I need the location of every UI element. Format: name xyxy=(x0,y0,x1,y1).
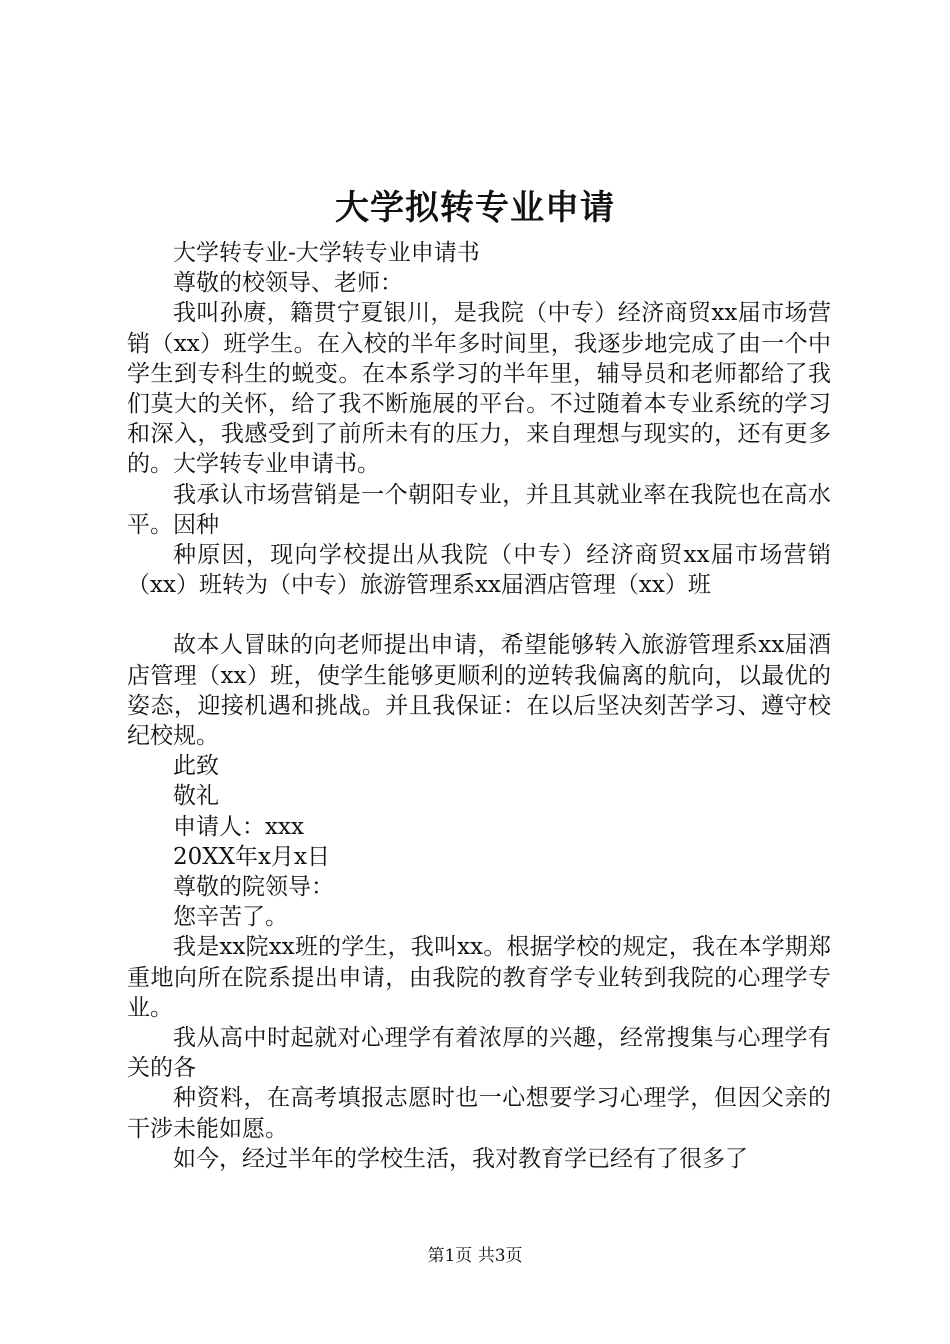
paragraph: 我叫孙赓，籍贯宁夏银川，是我院（中专）经济商贸xx届市场营销（xx）班学生。在入校的半年多时间里，我逐步地完成了由一个中学生到专科生的蜕变。在本系学习的半年里，辅导员和老师都给了我们莫大的关怀，给了我不断施展的平台。不过随着本专业系统的学习和深入，我感受到了前所未有的压力，来自理想与现实的，还有更多的。大学转专业申请书。 xyxy=(127,300,831,478)
paragraph: 尊敬的院领导： xyxy=(173,874,334,901)
paragraph: 种资料，在高考填报志愿时也一心想要学习心理学，但因父亲的干涉未能如愿。 xyxy=(127,1085,831,1142)
paragraph: 敬礼 xyxy=(173,783,219,810)
paragraph: 大学转专业-大学转专业申请书 xyxy=(173,240,480,266)
paragraph: 此致 xyxy=(173,753,219,780)
paragraph: 如今，经过半年的学校生活，我对教育学已经有了很多了 xyxy=(173,1145,748,1172)
paragraph: 20XX年x月x日 xyxy=(173,843,330,870)
paragraph: 故本人冒昧的向老师提出申请，希望能够转入旅游管理系xx届酒店管理（xx）班，使学生能够更顺利的逆转我偏离的航向，以最优的姿态，迎接机遇和挑战。并且我保证：在以后坚决刻苦学习、遵守校纪校规。 xyxy=(127,632,831,750)
page-footer: 第1页 共3页 xyxy=(427,1246,523,1266)
paragraph: 申请人：xxx xyxy=(173,813,304,840)
paragraph: 我承认市场营销是一个朝阳专业，并且其就业率在我院也在高水平。因种 xyxy=(127,481,831,538)
paragraph: 我是xx院xx班的学生，我叫xx。根据学校的规定，我在本学期郑重地向所在院系提出申请，由我院的教育学专业转到我院的心理学专业。 xyxy=(127,934,831,1021)
paragraph: 我从高中时起就对心理学有着浓厚的兴趣，经常搜集与心理学有关的各 xyxy=(127,1025,831,1082)
document-title: 大学拟转专业申请 xyxy=(335,188,615,228)
document-body xyxy=(127,238,831,1174)
paragraph: 您辛苦了。 xyxy=(173,904,288,931)
paragraph: 种原因，现向学校提出从我院（中专）经济商贸xx届市场营销（xx）班转为（中专）旅游管理系xx届酒店管理（xx）班 xyxy=(127,542,831,599)
paragraph: 尊敬的校领导、老师： xyxy=(173,270,403,297)
